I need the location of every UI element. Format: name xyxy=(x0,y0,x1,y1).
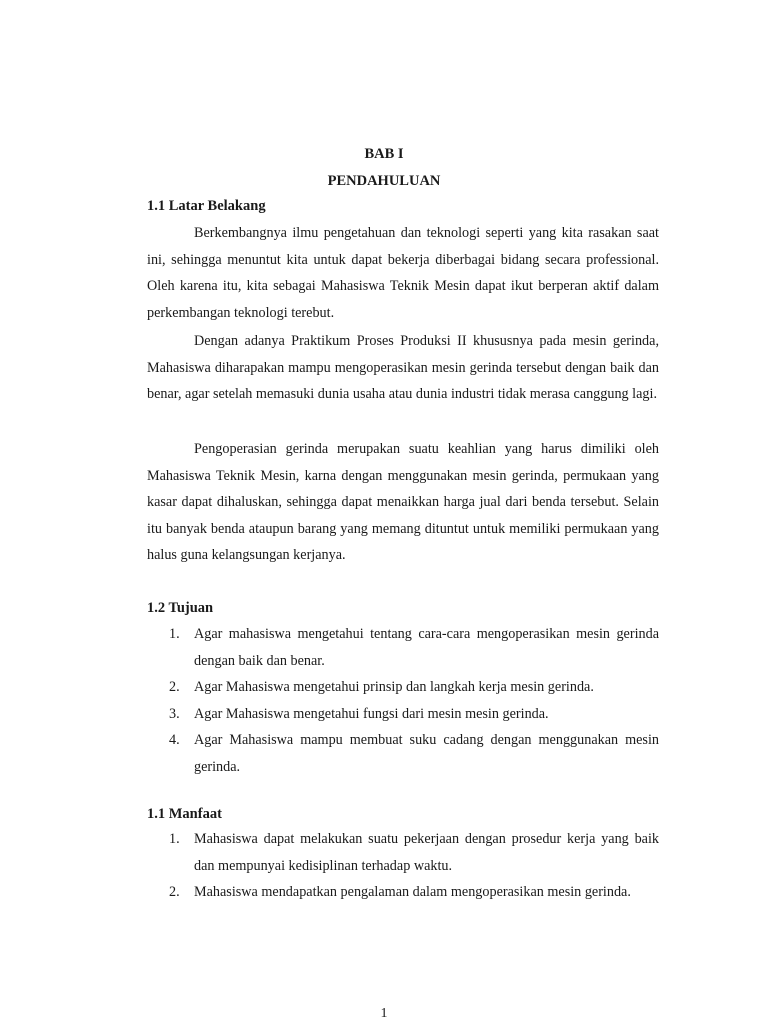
section-heading-goals: 1.2 Tujuan xyxy=(147,600,214,616)
paragraph: Pengoperasian gerinda merupakan suatu keahlian yang harus dimiliki oleh Mahasiswa Teknik Mesin, karna dengan menggunakan mesin gerinda, permukaan yang kasar dapat dihaluskan, sehingga dapat menaikkan harga jual dari benda tersebut. Selain itu banyak benda ataupun barang yang memang dituntut untuk memiliki permukaan yang halus guna kelangsungan kerjanya. xyxy=(147,441,659,563)
chapter-title: PENDAHULUAN xyxy=(327,173,441,189)
list-item: 4. Agar Mahasiswa mampu membuat suku cadang dengan menggunakan mesin gerinda. xyxy=(169,732,659,775)
list-item: 1. Agar mahasiswa mengetahui tentang cara-cara mengoperasikan mesin gerinda dengan baik dan benar. xyxy=(169,626,659,669)
list-item: 2. Agar Mahasiswa mengetahui prinsip dan langkah kerja mesin gerinda. xyxy=(169,679,594,695)
section-heading-background: 1.1 Latar Belakang xyxy=(147,198,266,214)
paragraph: Dengan adanya Praktikum Proses Produksi II khususnya pada mesin gerinda, Mahasiswa diharapakan mampu mengoperasikan mesin gerinda tersebut dengan baik dan benar, agar setelah memasuki dunia usaha atau dunia industri tidak merasa canggung lagi. xyxy=(147,333,659,402)
list-item: 1. Mahasiswa dapat melakukan suatu pekerjaan dengan prosedur kerja yang baik dan mempunyai kedisiplinan terhadap waktu. xyxy=(169,831,659,874)
benefits-list xyxy=(147,826,659,906)
list-item: 2. Mahasiswa mendapatkan pengalaman dalam mengoperasikan mesin gerinda. xyxy=(169,884,631,900)
paragraph: Berkembangnya ilmu pengetahuan dan teknologi seperti yang kita rasakan saat ini, sehingga menuntut kita untuk dapat bekerja diberbagai bidang secara professional. Oleh karena itu, kita sebagai Mahasiswa Teknik Mesin dapat ikut berperan aktif dalam perkembangan teknologi terebut. xyxy=(147,225,659,321)
chapter-label: BAB I xyxy=(364,146,404,162)
page-number: 1 xyxy=(380,1006,388,1021)
list-item: 3. Agar Mahasiswa mengetahui fungsi dari mesin mesin gerinda. xyxy=(169,705,549,722)
goals-list xyxy=(147,621,659,780)
section-heading-benefits: 1.1 Manfaat xyxy=(147,806,222,822)
